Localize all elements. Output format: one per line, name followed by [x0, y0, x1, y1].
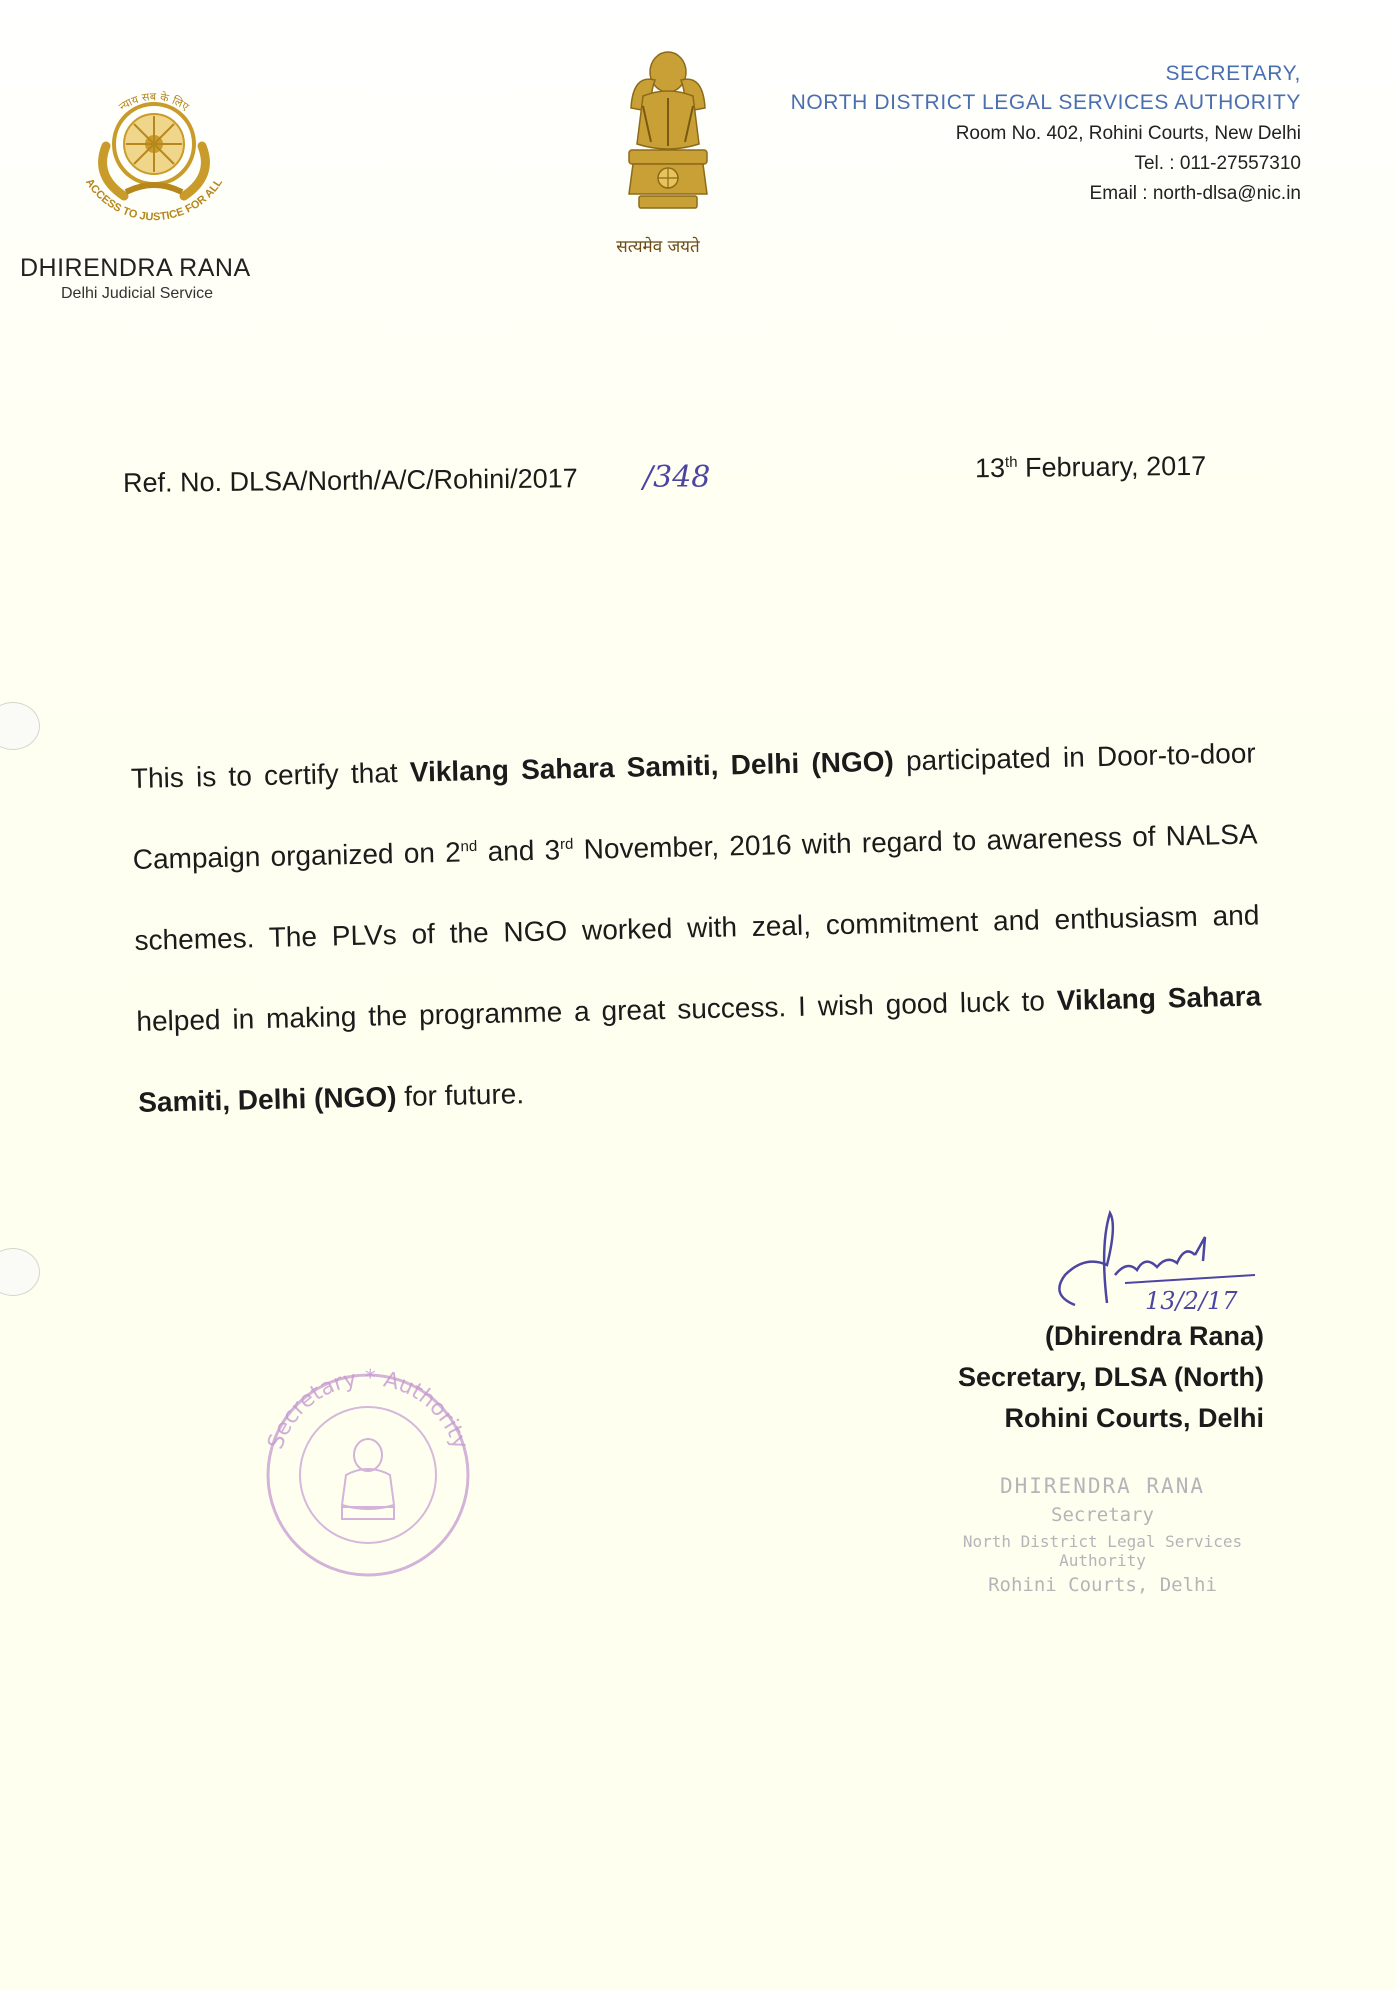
header-email: Email : north-dlsa@nic.in: [1089, 183, 1301, 204]
signature-date: 13/2/17: [1145, 1287, 1238, 1315]
emblem-motto: सत्यमेव जयते: [616, 237, 700, 257]
header-secretary-title: SECRETARY,: [1165, 62, 1301, 85]
campaign-day-1-suffix: nd: [460, 837, 478, 856]
date-day: 13: [974, 452, 1006, 484]
seal-text: Secretary * Authority: [263, 1365, 473, 1453]
logo-motto-text: ACCESS TO JUSTICE FOR ALL: [82, 176, 226, 224]
campaign-day-2: 3: [544, 834, 561, 866]
signature-block: [958, 1316, 1264, 1439]
logo-hindi-text: न्याय सब के लिए: [116, 90, 192, 114]
letter-date: [975, 451, 1206, 484]
header-left-name: DHIRENDRA RANA: [20, 254, 251, 282]
stamp-authority: North District Legal Services Authority: [962, 1532, 1243, 1570]
body-text-4: November, 2016 with regard to awareness of NALSA schemes. The PLVs of the NGO worked with zeal, commitment and enthusiasm and helped in making the programme a great success. I wish good luck to: [134, 818, 1260, 1037]
stamp-designation: Secretary: [1051, 1504, 1154, 1526]
body-text-5: for future.: [396, 1078, 525, 1113]
signatory-place: Rohini Courts, Delhi: [1004, 1403, 1264, 1433]
header-left-service: Delhi Judicial Service: [61, 285, 214, 302]
stamp-name: DHIRENDRA RANA: [999, 1474, 1205, 1498]
ngo-name-1: Viklang Sahara Samiti, Delhi (NGO): [409, 745, 895, 788]
body-text-3: and: [477, 834, 545, 868]
signatory-name: (Dhirendra Rana): [1044, 1321, 1264, 1351]
signatory-designation: Secretary, DLSA (North): [957, 1362, 1264, 1392]
header-right: [791, 62, 1301, 205]
campaign-day-1: 2: [444, 836, 462, 868]
dlsa-logo-icon: [64, 66, 244, 236]
reference-number: Ref. No. DLSA/North/A/C/Rohini/2017: [122, 463, 578, 498]
official-seal-stamp: [238, 1355, 498, 1585]
body-text-2: participated in Door-to-door Campaign organized on: [132, 737, 1256, 875]
ngo-name-2: Viklang Sahara Samiti, Delhi (NGO): [137, 980, 1262, 1118]
header-telephone: Tel. : 011-27557310: [1134, 153, 1301, 174]
header-authority-name: NORTH DISTRICT LEGAL SERVICES AUTHORITY: [790, 91, 1301, 114]
header-address: Room No. 402, Rohini Courts, New Delhi: [955, 123, 1301, 144]
date-rest: February, 2017: [1017, 450, 1207, 483]
svg-text:न्याय सब के लिए: [117, 90, 193, 114]
national-emblem-icon: [603, 46, 733, 231]
body-text-1: This is to certify that: [130, 756, 411, 794]
stamp-place: Rohini Courts, Delhi: [988, 1574, 1217, 1596]
certificate-body: [130, 712, 1264, 1142]
date-suffix: th: [1004, 453, 1018, 471]
reference-handwritten-number: /348: [643, 460, 711, 495]
punch-hole-bottom: [0, 1248, 40, 1296]
campaign-day-2-suffix: rd: [559, 835, 574, 853]
name-rubber-stamp: [935, 1474, 1270, 1596]
handwritten-signature: [1045, 1205, 1265, 1315]
punch-hole-top: [0, 702, 40, 750]
